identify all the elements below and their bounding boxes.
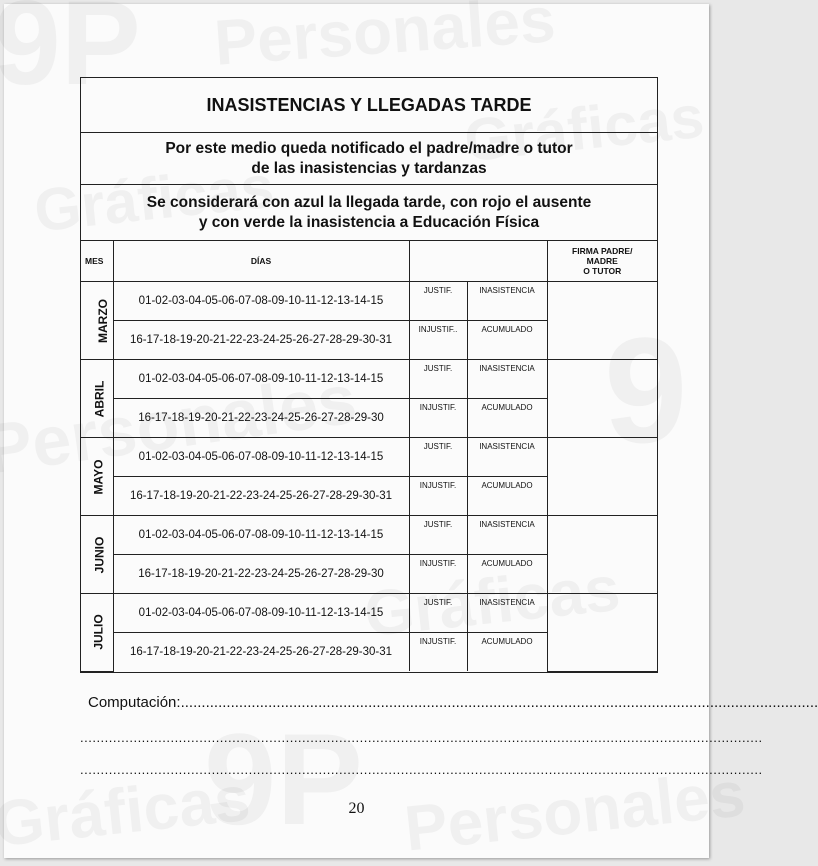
month-cell (81, 360, 113, 438)
watermark-text (212, 0, 558, 80)
days-first-half[interactable]: 01-02-03-04-05-06-07-08-09-10-11-12-13-14-15 (113, 516, 409, 555)
table-header-row (81, 241, 657, 282)
justif-cell[interactable]: JUSTIF. (409, 438, 467, 477)
header-firma-line: MADRE (586, 256, 618, 266)
month-row (81, 360, 657, 399)
signature-cell[interactable] (547, 360, 657, 438)
injustif-cell[interactable]: INJUSTIF.. (409, 321, 467, 360)
page-number: 20 (348, 800, 365, 817)
days-second-half[interactable]: 16-17-18-19-20-21-22-23-24-25-26-27-28-29-30-31 (113, 321, 409, 360)
justif-cell[interactable]: JUSTIF. (409, 360, 467, 399)
month-name: MAYO (91, 459, 106, 494)
inasistencia-cell[interactable]: INASISTENCIA (467, 360, 547, 399)
month-name: JUNIO (92, 536, 107, 573)
computacion-label: Computación: (88, 694, 181, 711)
injustif-cell[interactable]: INJUSTIF. (409, 477, 467, 516)
month-row (81, 282, 657, 321)
justif-cell[interactable]: JUSTIF. (409, 594, 467, 633)
days-second-half[interactable]: 16-17-18-19-20-21-22-23-24-25-26-27-28-29-30 (113, 399, 409, 438)
injustif-cell[interactable]: INJUSTIF. (409, 399, 467, 438)
days-first-half[interactable]: 01-02-03-04-05-06-07-08-09-10-11-12-13-14-15 (113, 438, 409, 477)
header-firma (547, 241, 657, 282)
acumulado-cell[interactable]: ACUMULADO (467, 555, 547, 594)
month-name: ABRIL (92, 380, 107, 417)
watermark-logo (204, 704, 363, 854)
inasistencia-cell[interactable]: INASISTENCIA (467, 594, 547, 633)
acumulado-cell[interactable]: ACUMULADO (467, 633, 547, 672)
notice-line: Por este medio queda notificado el padre/madre o tutor (165, 140, 573, 157)
days-second-half[interactable]: 16-17-18-19-20-21-22-23-24-25-26-27-28-29-30 (113, 555, 409, 594)
header-firma-line: O TUTOR (583, 266, 622, 276)
month-row (81, 438, 657, 477)
days-first-half[interactable]: 01-02-03-04-05-06-07-08-09-10-11-12-13-14-15 (113, 360, 409, 399)
header-dias: DÍAS (113, 241, 409, 282)
notice-text (81, 133, 657, 185)
dotted-fill: ......................................................................................................................................................... (180, 694, 818, 711)
document-page (4, 4, 818, 858)
acumulado-cell[interactable]: ACUMULADO (467, 399, 547, 438)
days-second-half[interactable]: 16-17-18-19-20-21-22-23-24-25-26-27-28-29-30-31 (113, 633, 409, 672)
attendance-form (80, 77, 658, 673)
signature-cell[interactable] (547, 594, 657, 672)
computacion-line[interactable] (88, 694, 818, 711)
days-second-half[interactable]: 16-17-18-19-20-21-22-23-24-25-26-27-28-29-30-31 (113, 477, 409, 516)
justif-cell[interactable]: JUSTIF. (409, 282, 467, 321)
header-empty (409, 241, 547, 282)
inasistencia-cell[interactable]: INASISTENCIA (467, 282, 547, 321)
month-cell (81, 438, 113, 516)
month-row (81, 516, 657, 555)
signature-cell[interactable] (547, 438, 657, 516)
days-first-half[interactable]: 01-02-03-04-05-06-07-08-09-10-11-12-13-14-15 (113, 594, 409, 633)
acumulado-cell[interactable]: ACUMULADO (467, 477, 547, 516)
dotted-line[interactable]: ...................................................................................................................................................................... (80, 730, 763, 745)
signature-cell[interactable] (547, 282, 657, 360)
rule-line: Se considerará con azul la llegada tarde, con rojo el ausente (146, 194, 592, 211)
month-cell (81, 516, 113, 594)
header-mes: MES (81, 241, 113, 282)
justif-cell[interactable]: JUSTIF. (409, 516, 467, 555)
signature-cell[interactable] (547, 516, 657, 594)
dotted-line[interactable]: ...................................................................................................................................................................... (80, 762, 763, 777)
form-title: INASISTENCIAS Y LLEGADAS TARDE (81, 78, 657, 133)
month-name: JULIO (91, 614, 106, 650)
inasistencia-cell[interactable]: INASISTENCIA (467, 438, 547, 477)
days-first-half[interactable]: 01-02-03-04-05-06-07-08-09-10-11-12-13-14-15 (113, 282, 409, 321)
month-cell (81, 594, 113, 672)
notice-line: de las inasistencias y tardanzas (251, 160, 487, 177)
acumulado-cell[interactable]: ACUMULADO (467, 321, 547, 360)
month-name: MARZO (96, 298, 110, 343)
rule-line: y con verde la inasistencia a Educación Física (198, 214, 540, 231)
injustif-cell[interactable]: INJUSTIF. (409, 633, 467, 672)
attendance-table (81, 241, 657, 672)
header-firma-line: FIRMA PADRE/ (572, 246, 633, 256)
injustif-cell[interactable]: INJUSTIF. (409, 555, 467, 594)
inasistencia-cell[interactable]: INASISTENCIA (467, 516, 547, 555)
color-rule-text (81, 185, 657, 241)
month-row (81, 594, 657, 633)
month-cell (81, 282, 113, 360)
